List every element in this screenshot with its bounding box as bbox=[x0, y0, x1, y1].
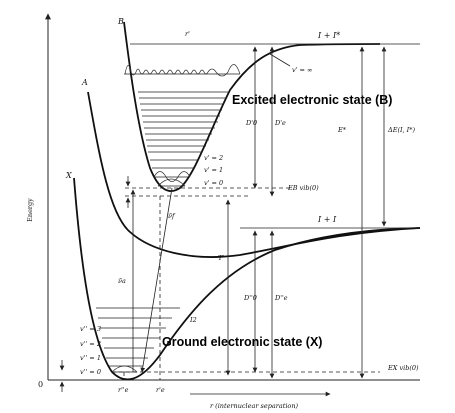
curve-B-label: B bbox=[118, 17, 124, 26]
curve-X bbox=[74, 178, 420, 379]
curve-X-label: X bbox=[66, 171, 72, 180]
excited-zero-point-label: EB vib(0) bbox=[288, 184, 319, 192]
r-prime-top-label: r' bbox=[185, 30, 190, 38]
ground-v2-label: v'' = 2 bbox=[80, 340, 101, 348]
v-infinity-pointer bbox=[270, 54, 290, 66]
nu-f-label: ν̃f bbox=[168, 212, 175, 220]
I2-label: I2 bbox=[190, 316, 197, 324]
ground-state-label: Ground electronic state (X) bbox=[162, 335, 323, 349]
excited-v1-label: v' = 1 bbox=[204, 166, 224, 174]
ground-v0-label: v'' = 0 bbox=[80, 368, 101, 376]
energy-axis-label: Energy bbox=[26, 198, 34, 222]
re-upper-label: r'e bbox=[156, 386, 165, 394]
lower-limit-label: I + I bbox=[318, 215, 337, 224]
D0-lower-label: D''0 bbox=[244, 294, 257, 302]
excited-state-label: Excited electronic state (B) bbox=[232, 93, 393, 107]
ground-zero-point-label: EX vib(0) bbox=[388, 364, 419, 372]
excited-v2-label: v' = 2 bbox=[204, 154, 224, 162]
r-axis-label: r (internuclear separation) bbox=[210, 402, 299, 410]
v-infinity-label: v' = ∞ bbox=[292, 66, 313, 74]
ground-v3-label: v'' = 3 bbox=[80, 325, 101, 333]
excited-v1-wavefunction bbox=[154, 172, 190, 182]
D0-upper-label: D'0 bbox=[246, 119, 258, 127]
origin-label: 0 bbox=[38, 380, 44, 389]
curve-A-label: A bbox=[82, 78, 88, 87]
E-star-label: E* bbox=[338, 126, 346, 134]
excited-v0-label: v' = 0 bbox=[204, 179, 224, 187]
ground-v1-label: v'' = 1 bbox=[80, 354, 101, 362]
nu-a-label: ν̃a bbox=[118, 277, 126, 285]
delta-E-label: ΔE(I, I*) bbox=[388, 126, 416, 134]
T-prime-label: T' bbox=[218, 254, 225, 262]
De-upper-label: D'e bbox=[275, 119, 286, 127]
upper-limit-label: I + I* bbox=[318, 31, 341, 40]
re-lower-label: r''e bbox=[118, 386, 129, 394]
De-lower-label: D''e bbox=[275, 294, 288, 302]
excited-v0-wavefunction bbox=[158, 179, 185, 186]
